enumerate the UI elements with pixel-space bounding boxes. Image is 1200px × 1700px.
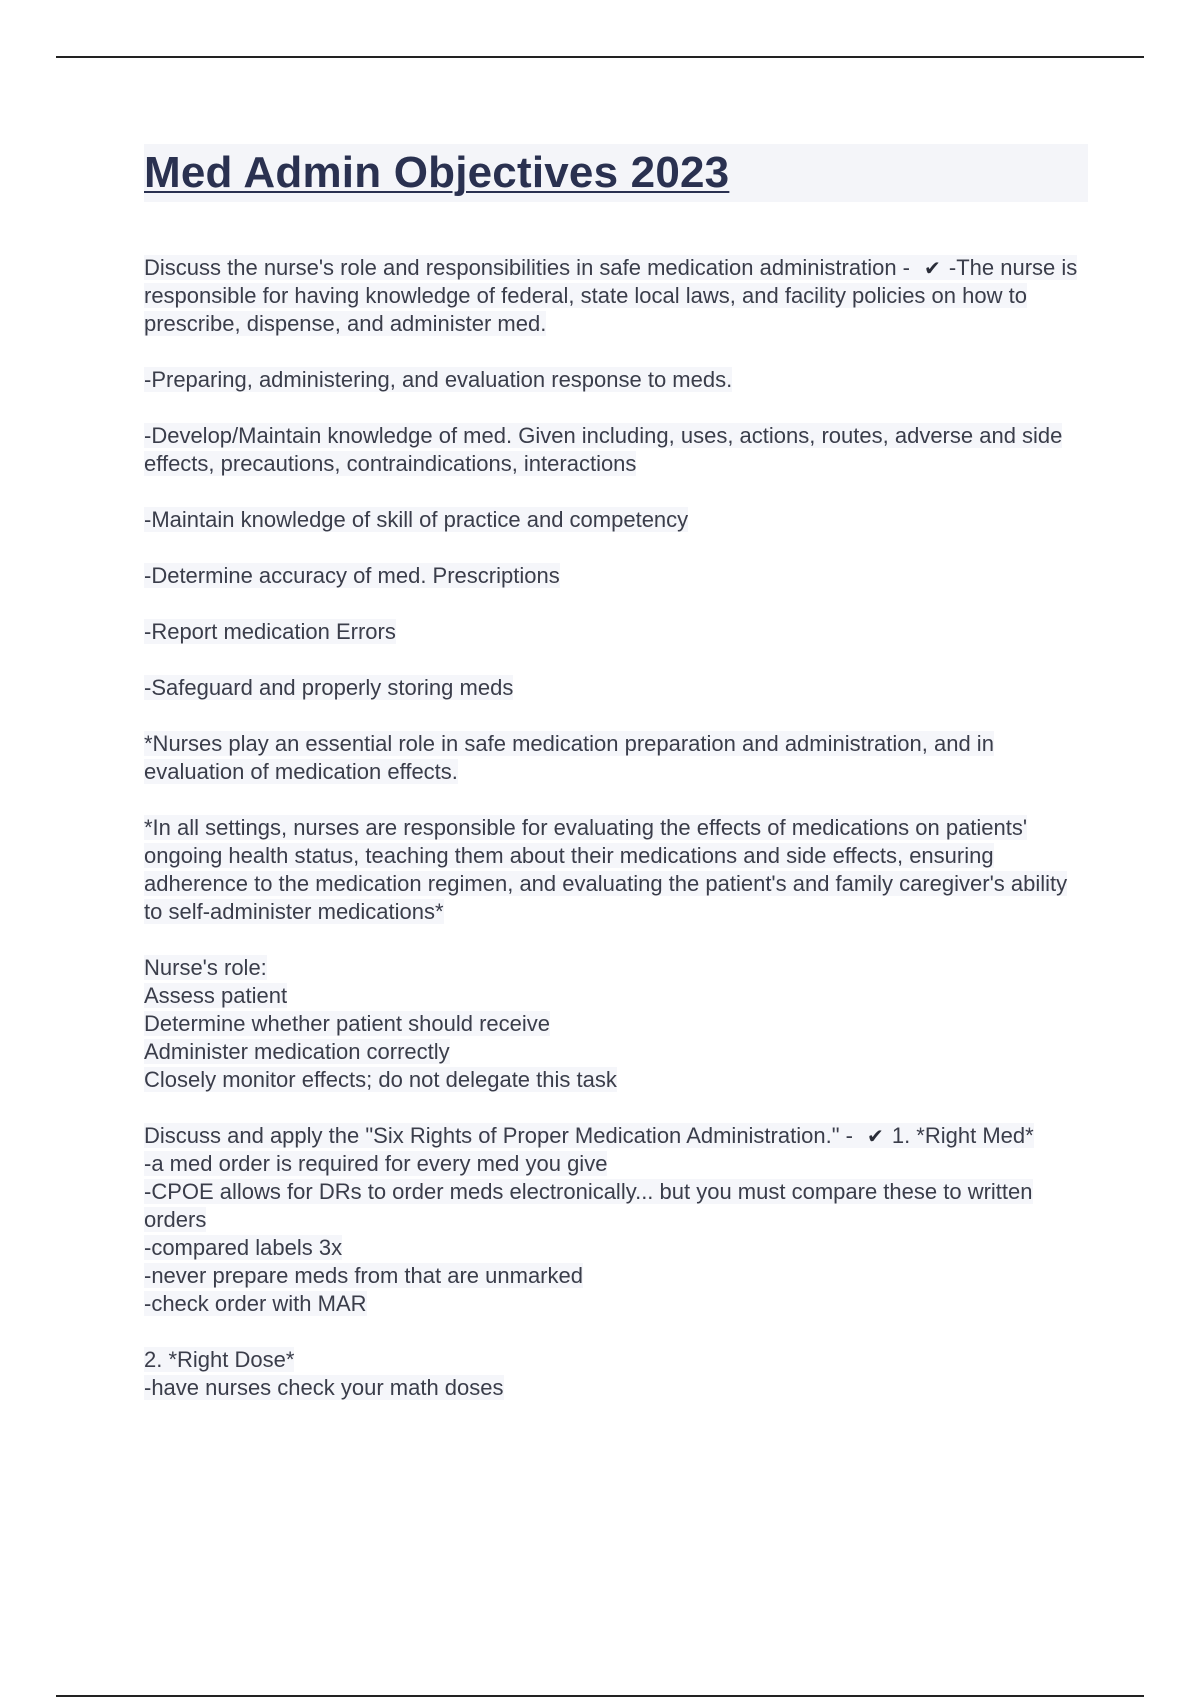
answer-2-intro: 1. *Right Med* bbox=[891, 1123, 1034, 1148]
document-page bbox=[144, 144, 1090, 1430]
bullet-item: -Maintain knowledge of skill of practice and competency bbox=[144, 507, 689, 532]
top-rule bbox=[56, 56, 1144, 58]
question-1 bbox=[144, 254, 1090, 338]
title-bar bbox=[144, 144, 1088, 202]
document-body bbox=[144, 254, 1090, 1402]
right-dose-heading: 2. *Right Dose* bbox=[144, 1347, 295, 1372]
nurse-role-item: Administer medication correctly bbox=[144, 1039, 450, 1064]
nurse-role-heading: Nurse's role: bbox=[144, 955, 267, 980]
question-1-text: Discuss the nurse's role and responsibilities in safe medication administration - bbox=[144, 255, 911, 280]
bottom-rule bbox=[56, 1695, 1144, 1697]
bullet-item: -Determine accuracy of med. Prescriptions bbox=[144, 563, 560, 588]
bullet-item: -Develop/Maintain knowledge of med. Given including, uses, actions, routes, adverse and side effects, precautions, contraindications, interactions bbox=[144, 423, 1063, 476]
answer-1-intro: -The nurse is responsible for having knowledge of federal, state local laws, and facility policies on how to prescribe, dispense, and administer med. bbox=[144, 255, 1078, 336]
document-title: Med Admin Objectives 2023 bbox=[144, 148, 730, 197]
right-med-item: -compared labels 3x bbox=[144, 1235, 343, 1260]
right-med-item: -CPOE allows for DRs to order meds electronically... but you must compare these to written orders bbox=[144, 1179, 1033, 1232]
note-paragraph-2: *In all settings, nurses are responsible for evaluating the effects of medications on patients' ongoing health status, teaching them about their medications and side effects, ensuring adherence to the medication regimen, and evaluating the patient's and family caregiver's ability to self-administer medications* bbox=[144, 815, 1068, 924]
nurse-role-item: Assess patient bbox=[144, 983, 288, 1008]
question-2 bbox=[144, 1122, 1090, 1318]
bullet-item: -Safeguard and properly storing meds bbox=[144, 675, 514, 700]
nurse-role-item: Closely monitor effects; do not delegate this task bbox=[144, 1067, 617, 1092]
bullet-item: -Preparing, administering, and evaluation response to meds. bbox=[144, 367, 733, 392]
bullet-item: -Report medication Errors bbox=[144, 619, 396, 644]
check-mark-icon: ✔ bbox=[866, 1124, 884, 1148]
nurse-role-section bbox=[144, 954, 1090, 1094]
nurse-role-item: Determine whether patient should receive bbox=[144, 1011, 551, 1036]
right-med-item: -a med order is required for every med you give bbox=[144, 1151, 608, 1176]
right-dose-section bbox=[144, 1346, 1090, 1402]
check-mark-icon: ✔ bbox=[924, 256, 941, 280]
right-med-item: -never prepare meds from that are unmarked bbox=[144, 1263, 583, 1288]
note-paragraph-1: *Nurses play an essential role in safe medication preparation and administration, and in evaluation of medication effects. bbox=[144, 731, 994, 784]
right-med-item: -check order with MAR bbox=[144, 1291, 367, 1316]
right-dose-item: -have nurses check your math doses bbox=[144, 1375, 504, 1400]
question-2-text: Discuss and apply the "Six Rights of Proper Medication Administration." - bbox=[144, 1123, 853, 1148]
